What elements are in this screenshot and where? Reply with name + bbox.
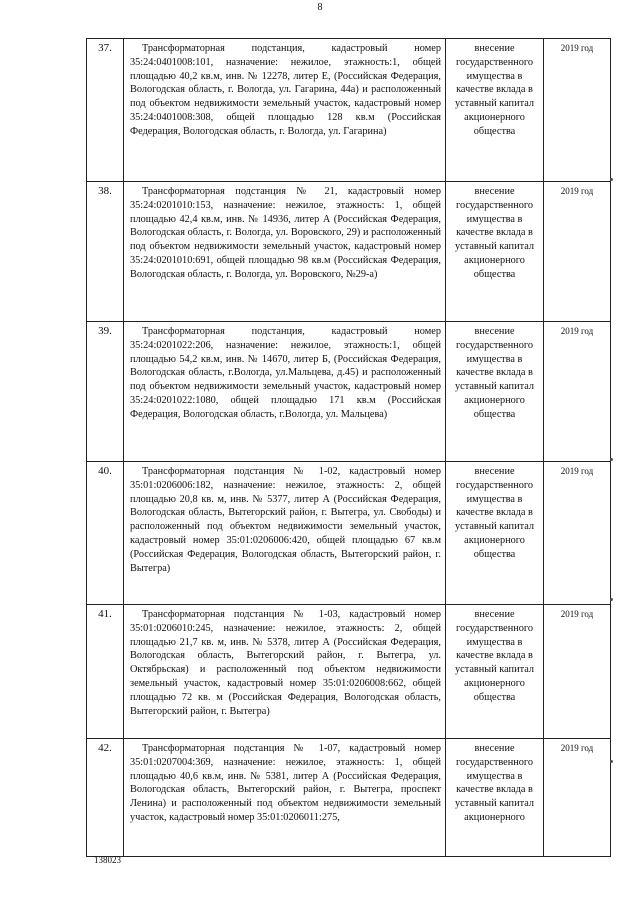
scan-mark (610, 760, 613, 763)
document-code: 138023 (94, 855, 121, 865)
scan-mark (610, 598, 613, 601)
privatization-method: внесение государственного имущества в качестве вклада в уставный капитал акционерного общества (446, 462, 544, 605)
object-description: Трансформаторная подстанция № 21, кадастровый номер 35:24:0201010:153, назначение: нежилое, этажность: 1, общей площадью 42,4 кв.м, инв. № 14936, литер А (Российская Федерация, Вологодская область, г. Вологда, ул. Воровского, 29) и расположенный под объектом недвижимости земельный участок, кадастровый номер 35:24:0201010:691, общей площадью 98 кв.м (Российская Федерация, Вологодская область, г. Вологда, ул. Воровского, №29-а) (124, 182, 446, 322)
scan-mark (610, 178, 613, 181)
row-number: 38. (87, 182, 124, 322)
table-row (87, 739, 611, 857)
table-row (87, 182, 611, 322)
object-description: Трансформаторная подстанция № 1-07, кадастровый номер 35:01:0207004:369, назначение: нежилое, этажность: 1, общей площадью 40,6 кв.м, инв. № 5381, литер А (Российская Федерация, Вологодская область, Вытегорский район, г. Вытегра, проспект Ленина) и расположенный под объектом недвижимости земельный участок, кадастровый номер 35:01:0206011:275, (124, 739, 446, 857)
table-row (87, 462, 611, 605)
row-number: 39. (87, 322, 124, 462)
row-number: 41. (87, 605, 124, 739)
page-number: 8 (317, 2, 323, 13)
privatization-year: 2019 год (544, 39, 611, 182)
privatization-method: внесение государственного имущества в качестве вклада в уставный капитал акционерного общества (446, 39, 544, 182)
privatization-year: 2019 год (544, 322, 611, 462)
privatization-year: 2019 год (544, 739, 611, 857)
object-description: Трансформаторная подстанция № 1-03, кадастровый номер 35:01:0206010:245, назначение: нежилое, этажность: 2, общей площадью 21,7 кв. м, инв. № 5378, литер А (Российская Федерация, Вологодская область, Вытегорский район, г. Вытегра, ул. Октябрьская) и расположенный под объектом недвижимости земельный участок, кадастровый номер 35:01:0206008:662, общей площадью 72 кв. м (Российская Федерация, Вологодская область, Вытегорский район, г. Вытегра) (124, 605, 446, 739)
table-row (87, 605, 611, 739)
property-registry-table (86, 38, 611, 857)
row-number: 37. (87, 39, 124, 182)
privatization-year: 2019 год (544, 182, 611, 322)
object-description: Трансформаторная подстанция, кадастровый номер 35:24:0401008:101, назначение: нежилое, этажность:1, общей площадью 40,2 кв.м, инв. № 12278, литер Е, (Российская Федерация, Вологодская область, г. Вологда, ул. Гагарина, 44а) и расположенный под объектом недвижимости земельный участок, кадастровый номер 35:24:0401008:308, общей площадью 128 кв.м (Российская Федерация, Вологодская область, г. Вологда, ул. Гагарина) (124, 39, 446, 182)
table-row (87, 39, 611, 182)
privatization-method: внесение государственного имущества в качестве вклада в уставный капитал акционерного общества (446, 322, 544, 462)
row-number: 42. (87, 739, 124, 857)
privatization-method: внесение государственного имущества в качестве вклада в уставный капитал акционерного (446, 739, 544, 857)
object-description: Трансформаторная подстанция № 1-02, кадастровый номер 35:01:0206006:182, назначение: нежилое, этажность: 2, общей площадью 20,8 кв. м, инв. № 5377, литер А (Российская Федерация, Вологодская область, Вытегорский район, г. Вытегра, ул. Свободы) и расположенный под объектом недвижимости земельный участок, кадастровый номер 35:01:0206006:420, общей площадью 67 кв.м (Российская Федерация, Вологодская область, Вытегорский район, г. Вытегра) (124, 462, 446, 605)
scan-mark (610, 458, 613, 461)
table-row (87, 322, 611, 462)
object-description: Трансформаторная подстанция, кадастровый номер 35:24:0201022:206, назначение: нежилое, этажность:1, общей площадью 54,2 кв.м, инв. № 14670, литер Б, (Российская Федерация, Вологодская область, г.Вологда, ул.Мальцева, д.45) и расположенный под объектом недвижимости земельный участок, кадастровый номер 35:24:0201022:1080, общей площадью 171 кв.м (Российская Федерация, Вологодская область, г.Вологда, ул. Мальцева) (124, 322, 446, 462)
row-number: 40. (87, 462, 124, 605)
privatization-method: внесение государственного имущества в качестве вклада в уставный капитал акционерного общества (446, 605, 544, 739)
privatization-year: 2019 год (544, 462, 611, 605)
privatization-method: внесение государственного имущества в качестве вклада в уставный капитал акционерного общества (446, 182, 544, 322)
privatization-year: 2019 год (544, 605, 611, 739)
